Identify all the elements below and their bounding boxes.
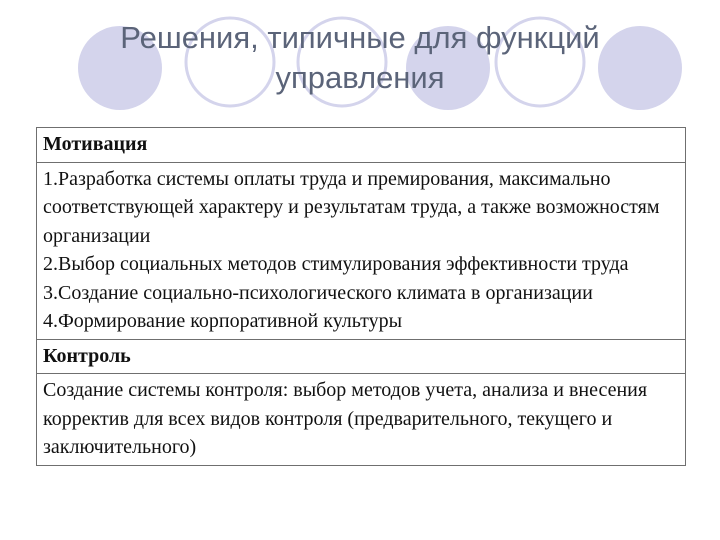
list-item: 1.Разработка системы оплаты труда и премирования, максимально соответствующей характеру и результатам труда, а также возможностям организации bbox=[43, 167, 660, 247]
section-body-motivation bbox=[37, 162, 686, 339]
section-heading-motivation: Мотивация bbox=[37, 128, 686, 163]
table-row bbox=[37, 374, 686, 466]
slide-title-line: Решения, типичные для функций bbox=[120, 20, 600, 55]
list-item: 3.Создание социально-психологического климата в организации bbox=[43, 281, 593, 304]
slide-title-line: управления bbox=[275, 60, 445, 95]
table-row bbox=[37, 128, 686, 163]
list-item: 2.Выбор социальных методов стимулирования эффективности труда bbox=[43, 253, 629, 275]
section-body-control bbox=[37, 374, 686, 466]
table-row bbox=[37, 162, 686, 339]
list-item: Создание системы контроля: выбор методов учета, анализа и внесения корректив для всех видов контроля (предварительного, текущего и заключительного) bbox=[43, 379, 648, 458]
slide-title bbox=[40, 18, 680, 98]
list-item: 4.Формирование корпоративной культуры bbox=[43, 310, 403, 332]
section-heading-control: Контроль bbox=[37, 339, 686, 374]
table-row bbox=[37, 339, 686, 374]
functions-table bbox=[36, 127, 686, 466]
